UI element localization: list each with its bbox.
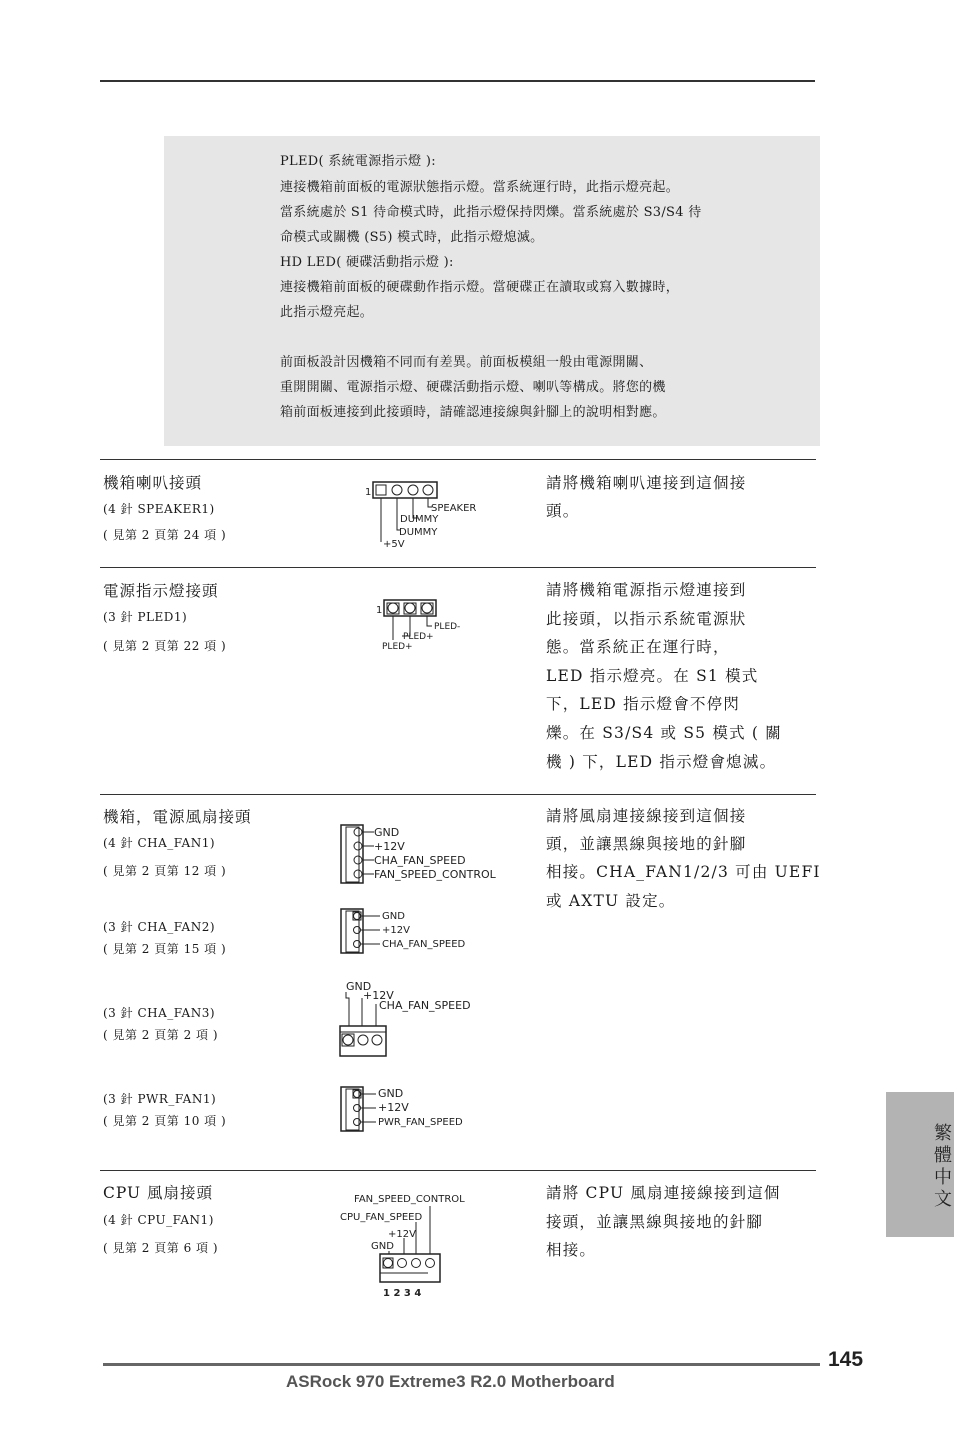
footer-rule bbox=[103, 1363, 820, 1366]
pin1-label: 1 bbox=[365, 487, 372, 498]
pin-label: PLED+ bbox=[403, 632, 434, 642]
pin-label: CHA_FAN_SPEED bbox=[382, 939, 466, 950]
pled-desc-line: 爍。在 S3/S4 或 S5 模式 ( 關 bbox=[546, 724, 782, 742]
pled-title: 電源指示燈接頭 bbox=[103, 582, 219, 600]
chafan-desc-line: 或 AXTU 設定。 bbox=[546, 892, 676, 910]
pin-label: CPU_FAN_SPEED bbox=[340, 1212, 423, 1223]
speaker-ref: ( 見第 2 頁第 24 項 ) bbox=[103, 528, 227, 542]
note-line: PLED( 系統電源指示燈 ): bbox=[280, 154, 436, 169]
chafan3-connector-diagram bbox=[336, 978, 486, 1060]
pin-label: +12V bbox=[374, 840, 405, 853]
cpufan-title: CPU 風扇接頭 bbox=[103, 1184, 214, 1202]
chafan3-ref: ( 見第 2 頁第 2 項 ) bbox=[103, 1028, 219, 1042]
cpufan-connector-diagram bbox=[336, 1188, 486, 1300]
pled-desc-line: 態。當系統正在運行時， bbox=[546, 638, 730, 656]
pled-desc-line: 下，LED 指示燈會不停閃 bbox=[546, 695, 741, 713]
section-rule bbox=[100, 1170, 816, 1171]
chafan3-pins: (3 針 CHA_FAN3) bbox=[103, 1006, 216, 1020]
cpufan-desc-line: 相接。 bbox=[546, 1241, 597, 1259]
pin-label: DUMMY bbox=[399, 527, 438, 538]
pin-label: FAN_SPEED_CONTROL bbox=[374, 868, 496, 881]
note-line: 重開開關、電源指示燈、硬碟活動指示燈、喇叭等構成。將您的機 bbox=[280, 380, 666, 395]
pin-label: GND bbox=[378, 1087, 404, 1100]
pin-label: FAN_SPEED_CONTROL bbox=[354, 1194, 465, 1205]
footer-title: ASRock 970 Extreme3 R2.0 Motherboard bbox=[286, 1372, 615, 1391]
pled-desc-line: 請將機箱電源指示燈連接到 bbox=[546, 581, 747, 599]
pin-label: +5V bbox=[383, 539, 405, 550]
section-rule bbox=[100, 459, 816, 460]
pin-label: PLED- bbox=[434, 622, 461, 632]
section-rule bbox=[100, 794, 816, 795]
pin-label: +12V bbox=[382, 925, 410, 936]
note-line: 連接機箱前面板的電源狀態指示燈。當系統運行時，此指示燈亮起。 bbox=[280, 180, 680, 195]
chafan2-ref: ( 見第 2 頁第 15 項 ) bbox=[103, 942, 227, 956]
cpufan-pins: (4 針 CPU_FAN1) bbox=[103, 1213, 214, 1227]
cpufan-ref: ( 見第 2 頁第 6 項 ) bbox=[103, 1241, 219, 1255]
chafan1-ref: ( 見第 2 頁第 12 項 ) bbox=[103, 864, 227, 878]
chafan1-connector-diagram bbox=[338, 822, 508, 886]
chafan-desc-line: 頭，並讓黑線與接地的針腳 bbox=[546, 835, 747, 853]
note-line: 前面板設計因機箱不同而有差異。前面板模組一般由電源開關、 bbox=[280, 355, 653, 370]
speaker-connector-diagram bbox=[362, 478, 482, 552]
pled-connector-diagram bbox=[372, 596, 472, 654]
pin-label: GND bbox=[374, 826, 400, 839]
speaker-desc-line: 頭。 bbox=[546, 502, 580, 520]
language-side-tab bbox=[886, 1092, 954, 1237]
pin-label: GND bbox=[346, 980, 372, 993]
speaker-pins: (4 針 SPEAKER1) bbox=[103, 502, 215, 516]
note-line: 此指示燈亮起。 bbox=[280, 305, 374, 320]
pled-desc-line: 機 ) 下，LED 指示燈會熄滅。 bbox=[546, 753, 777, 771]
pin-label: +12V bbox=[388, 1229, 416, 1240]
note-line: 當系統處於 S1 待命模式時，此指示燈保持閃爍。當系統處於 S3/S4 待 bbox=[280, 205, 702, 220]
speaker-title: 機箱喇叭接頭 bbox=[103, 474, 203, 492]
chafan-desc-line: 相接。CHA_FAN1/2/3 可由 UEFI bbox=[546, 863, 821, 881]
pled-desc-line: 此接頭，以指示系統電源狀 bbox=[546, 610, 747, 628]
pled-desc-line: LED 指示燈亮。在 S1 模式 bbox=[546, 667, 759, 685]
pin1-label: 1 bbox=[376, 605, 383, 616]
note-line: 箱前面板連接到此接頭時，請確認連接線與針腳上的說明相對應。 bbox=[280, 405, 666, 420]
top-rule bbox=[100, 80, 815, 82]
chafan-desc-line: 請將風扇連接線接到這個接 bbox=[546, 807, 747, 825]
chafan2-pins: (3 針 CHA_FAN2) bbox=[103, 920, 216, 934]
speaker-desc-line: 請將機箱喇叭連接到這個接 bbox=[546, 474, 747, 492]
chafan-title: 機箱，電源風扇接頭 bbox=[103, 808, 252, 826]
cpufan-desc-line: 接頭，並讓黑線與接地的針腳 bbox=[546, 1213, 764, 1231]
note-line: 連接機箱前面板的硬碟動作指示燈。當硬碟正在讀取或寫入數據時， bbox=[280, 280, 680, 295]
pin-label: +12V bbox=[363, 989, 394, 1002]
chafan2-connector-diagram bbox=[338, 906, 488, 956]
chafan1-pins: (4 針 CHA_FAN1) bbox=[103, 836, 216, 850]
pin-label: GND bbox=[371, 1241, 394, 1252]
pin-label: +12V bbox=[378, 1101, 409, 1114]
note-box bbox=[164, 136, 820, 446]
pin-label: GND bbox=[382, 911, 405, 922]
pin-label: CHA_FAN_SPEED bbox=[374, 854, 466, 867]
pin-label: PLED+ bbox=[382, 642, 413, 652]
note-line: HD LED( 硬碟活動指示燈 ): bbox=[280, 255, 454, 270]
pled-pins: (3 針 PLED1) bbox=[103, 610, 188, 624]
pwrfan-pins: (3 針 PWR_FAN1) bbox=[103, 1092, 217, 1106]
pin-label: PWR_FAN_SPEED bbox=[378, 1117, 463, 1128]
pwrfan-ref: ( 見第 2 頁第 10 項 ) bbox=[103, 1114, 227, 1128]
pwrfan-connector-diagram bbox=[338, 1084, 488, 1134]
pin-label: DUMMY bbox=[400, 514, 439, 525]
pin-label: CHA_FAN_SPEED bbox=[379, 999, 471, 1012]
cpufan-desc-line: 請將 CPU 風扇連接線接到這個 bbox=[546, 1184, 781, 1202]
language-label: 繁體中文 bbox=[931, 1123, 952, 1211]
pled-ref: ( 見第 2 頁第 22 項 ) bbox=[103, 639, 227, 653]
pin-numbers: 1 2 3 4 bbox=[383, 1288, 422, 1299]
pin-label: SPEAKER bbox=[431, 503, 477, 514]
page-number: 145 bbox=[828, 1348, 864, 1371]
section-rule bbox=[100, 567, 816, 568]
note-line: 命模式或關機 (S5) 模式時，此指示燈熄滅。 bbox=[280, 230, 544, 245]
